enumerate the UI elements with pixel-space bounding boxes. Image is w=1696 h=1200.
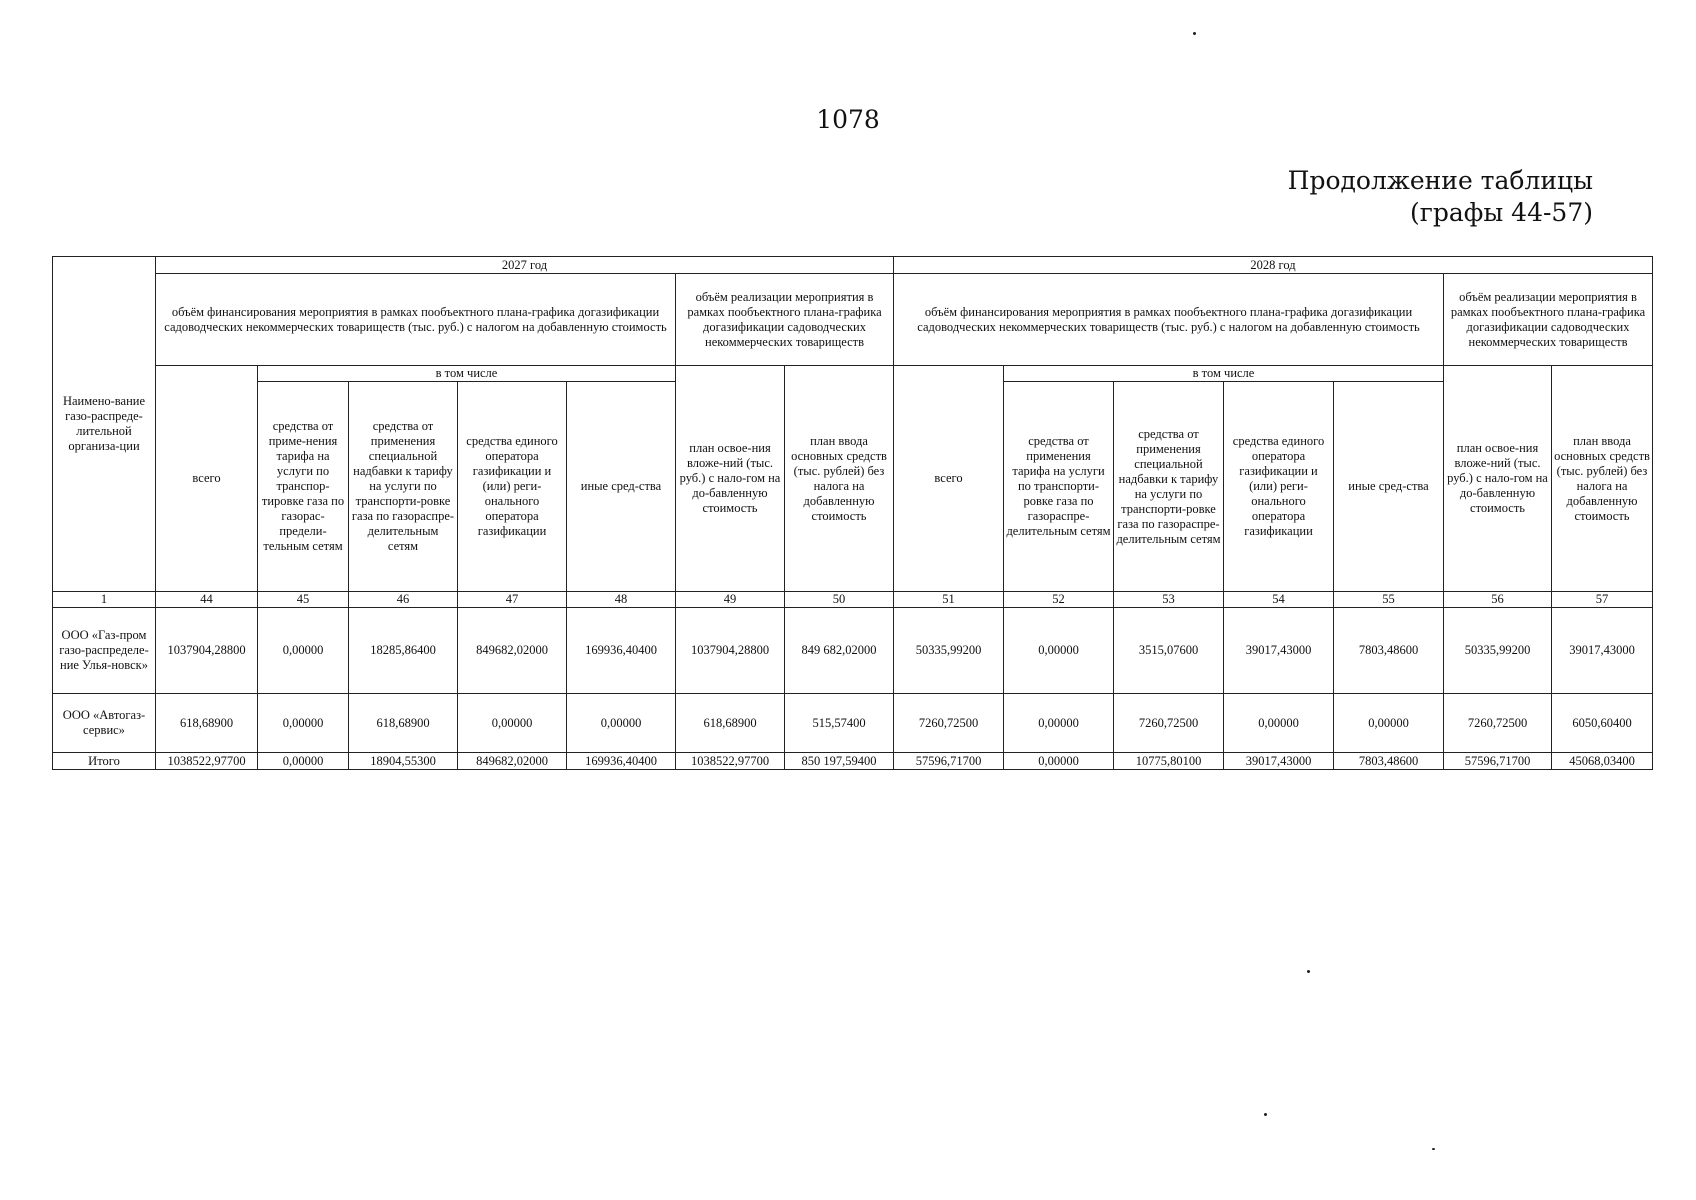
header-2028-surcharge: средства от применения специальной надбавки к тарифу на услуги по транспорти-ровке газа по газораспре-делительным сетям [1114,382,1224,592]
column-number: 57 [1552,592,1653,608]
page-number: 1078 [816,105,880,134]
column-number: 51 [894,592,1004,608]
scan-speck [1264,1113,1267,1116]
column-number: 48 [567,592,676,608]
header-2027-surcharge: средства от применения специальной надбавки к тарифу на услуги по транспорти-ровке газа по газораспре-делительным сетям [349,382,458,592]
table-cell: 0,00000 [567,694,676,753]
table-cell: 1038522,97700 [676,753,785,770]
header-2028-total: всего [894,366,1004,592]
table-cell: 0,00000 [1004,608,1114,694]
table-cell: 57596,71700 [1444,753,1552,770]
table-cell: 0,00000 [1004,753,1114,770]
table-cell: 50335,99200 [1444,608,1552,694]
continuation-title: Продолжение таблицы [1287,166,1593,195]
continuation-columns: (графы 44-57) [1410,198,1593,227]
table-cell: 39017,43000 [1224,608,1334,694]
table-cell: 7803,48600 [1334,753,1444,770]
header-2027-plan-assets: план ввода основных средств (тыс. рублей) без налога на добавленную стоимость [785,366,894,592]
table-cell: 10775,80100 [1114,753,1224,770]
header-2028-operator: средства единого оператора газификации и (или) реги-онального оператора газификации [1224,382,1334,592]
table-cell: 850 197,59400 [785,753,894,770]
table-cell: 1038522,97700 [156,753,258,770]
header-2027-in-total: в том числе [258,366,676,382]
table-cell: 169936,40400 [567,753,676,770]
table-cell: 0,00000 [458,694,567,753]
table-cell: 618,68900 [156,694,258,753]
column-number: 49 [676,592,785,608]
header-2027-operator: средства единого оператора газификации и (или) реги-онального оператора газификации [458,382,567,592]
table-cell: 3515,07600 [1114,608,1224,694]
table-cell: 1037904,28800 [676,608,785,694]
row-organization-name: ООО «Газ-пром газо-распределе-ние Улья-новск» [53,608,156,694]
header-realization-2027: объём реализации мероприятия в рамках пообъектного плана-графика догазификации садоводческих некоммерческих товариществ [676,274,894,366]
table-cell: 0,00000 [258,753,349,770]
table-cell: 618,68900 [349,694,458,753]
table-cell: 7260,72500 [1114,694,1224,753]
column-number-row [53,592,1653,608]
table-cell: 7260,72500 [1444,694,1552,753]
gasification-table [52,256,1653,770]
row-organization-name: ООО «Автогаз-сервис» [53,694,156,753]
table-cell: 45068,03400 [1552,753,1653,770]
header-2028-in-total: в том числе [1004,366,1444,382]
header-2027-plan-invest: план освое-ния вложе-ний (тыс. руб.) с нало-гом на до-бавленную стоимость [676,366,785,592]
table-cell: 57596,71700 [894,753,1004,770]
table-cell: 39017,43000 [1552,608,1653,694]
column-number: 53 [1114,592,1224,608]
table-cell: 0,00000 [1224,694,1334,753]
table-cell: 849 682,02000 [785,608,894,694]
column-number: 52 [1004,592,1114,608]
header-financing-2028: объём финансирования мероприятия в рамках пообъектного плана-графика догазификации садоводческих некоммерческих товариществ (тыс. руб.) с налогом на добавленную стоимость [894,274,1444,366]
header-realization-2028: объём реализации мероприятия в рамках пообъектного плана-графика догазификации садоводческих некоммерческих товариществ [1444,274,1653,366]
header-2027-total: всего [156,366,258,592]
table-cell: 18904,55300 [349,753,458,770]
table-cell: 618,68900 [676,694,785,753]
table-cell: 39017,43000 [1224,753,1334,770]
header-2028-tariff: средства от применения тарифа на услуги по транспорти-ровке газа по газораспре-делительным сетям [1004,382,1114,592]
header-2027-other: иные сред-ства [567,382,676,592]
table-cell: 515,57400 [785,694,894,753]
header-year-2027: 2027 год [156,257,894,274]
header-organization-name: Наимено-вание газо-распреде-лительной организа-ции [53,257,156,592]
table-cell: 0,00000 [258,694,349,753]
table-row [53,608,1653,694]
table-cell: 849682,02000 [458,608,567,694]
table-cell: 6050,60400 [1552,694,1653,753]
row-total-label: Итого [53,753,156,770]
column-number: 47 [458,592,567,608]
scan-speck [1193,32,1196,35]
column-number: 45 [258,592,349,608]
table-row [53,694,1653,753]
header-2028-other: иные сред-ства [1334,382,1444,592]
table-row-total [53,753,1653,770]
table-cell: 0,00000 [1004,694,1114,753]
table-cell: 169936,40400 [567,608,676,694]
table-cell: 849682,02000 [458,753,567,770]
column-number: 56 [1444,592,1552,608]
column-number: 1 [53,592,156,608]
table-cell: 1037904,28800 [156,608,258,694]
table-cell: 0,00000 [1334,694,1444,753]
column-number: 46 [349,592,458,608]
scan-speck [1307,970,1310,973]
header-year-2028: 2028 год [894,257,1653,274]
table-cell: 7260,72500 [894,694,1004,753]
table-cell: 7803,48600 [1334,608,1444,694]
header-2027-tariff: средства от приме-нения тарифа на услуги по транспор-тировке газа по газорас-предели-тельным сетям [258,382,349,592]
header-2028-plan-assets: план ввода основных средств (тыс. рублей) без налога на добавленную стоимость [1552,366,1653,592]
table-cell: 50335,99200 [894,608,1004,694]
continuation-caption [1288,165,1593,229]
header-2028-plan-invest: план освое-ния вложе-ний (тыс. руб.) с нало-гом на до-бавленную стоимость [1444,366,1552,592]
column-number: 50 [785,592,894,608]
table-cell: 0,00000 [258,608,349,694]
column-number: 55 [1334,592,1444,608]
column-number: 44 [156,592,258,608]
table-cell: 18285,86400 [349,608,458,694]
header-financing-2027: объём финансирования мероприятия в рамках пообъектного плана-графика догазификации садоводческих некоммерческих товариществ (тыс. руб.) с налогом на добавленную стоимость [156,274,676,366]
scan-speck [1432,1148,1435,1150]
column-number: 54 [1224,592,1334,608]
